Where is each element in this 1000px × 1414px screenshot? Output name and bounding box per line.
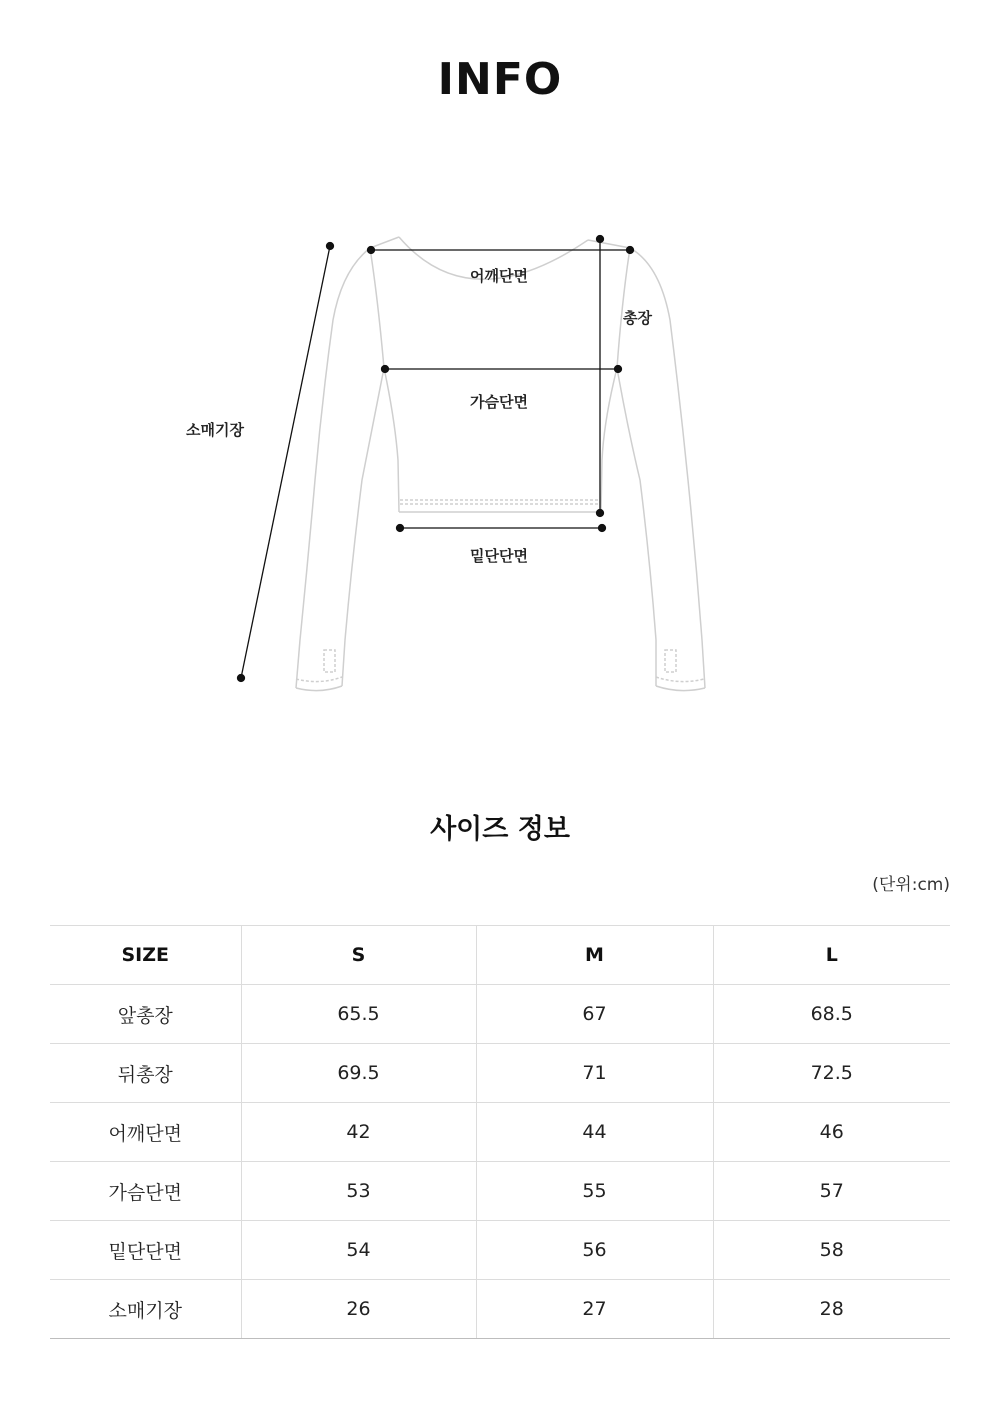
table-cell: 27 <box>476 1280 713 1339</box>
table-cell: 67 <box>476 985 713 1044</box>
table-cell: 69.5 <box>241 1044 476 1103</box>
table-row <box>50 1044 950 1103</box>
row-label: 뒤총장 <box>50 1044 241 1103</box>
table-cell: 55 <box>476 1162 713 1221</box>
table-row <box>50 985 950 1044</box>
header-cell-l: L <box>713 926 950 985</box>
table-cell: 46 <box>713 1103 950 1162</box>
table-cell: 42 <box>241 1103 476 1162</box>
row-label: 어깨단면 <box>50 1103 241 1162</box>
sleeve-bottom-dot <box>238 675 245 682</box>
length-bottom-dot <box>597 510 604 517</box>
row-label: 앞총장 <box>50 985 241 1044</box>
chest-label: 가슴단면 <box>470 393 528 411</box>
table-cell: 54 <box>241 1221 476 1280</box>
hem-right-dot <box>599 525 606 532</box>
table-cell: 71 <box>476 1044 713 1103</box>
shoulder-label: 어깨단면 <box>470 267 528 285</box>
table-cell: 68.5 <box>713 985 950 1044</box>
table-cell: 72.5 <box>713 1044 950 1103</box>
row-label: 밑단단면 <box>50 1221 241 1280</box>
table-cell: 44 <box>476 1103 713 1162</box>
table-row <box>50 1280 950 1339</box>
table-row <box>50 1103 950 1162</box>
row-label: 가슴단면 <box>50 1162 241 1221</box>
table-cell: 28 <box>713 1280 950 1339</box>
table-cell: 26 <box>241 1280 476 1339</box>
hem-label: 밑단단면 <box>470 547 528 565</box>
table-cell: 58 <box>713 1221 950 1280</box>
size-table <box>50 925 950 1339</box>
sleeve-top-dot <box>327 243 334 250</box>
table-cell: 57 <box>713 1162 950 1221</box>
row-label: 소매기장 <box>50 1280 241 1339</box>
size-info-title: 사이즈 정보 <box>430 814 570 845</box>
measurement-lines <box>238 236 634 682</box>
shoulder-right-dot <box>627 247 634 254</box>
table-cell: 53 <box>241 1162 476 1221</box>
length-top-dot <box>597 236 604 243</box>
sleeve-label: 소매기장 <box>186 421 244 439</box>
table-row <box>50 1221 950 1280</box>
total-length-label: 총장 <box>623 309 652 327</box>
hem-left-dot <box>397 525 404 532</box>
shoulder-left-dot <box>368 247 375 254</box>
unit-note: (단위:cm) <box>872 875 950 895</box>
chest-right-dot <box>615 366 622 373</box>
page-title: INFO <box>437 54 563 105</box>
table-row <box>50 1162 950 1221</box>
header-cell-m: M <box>476 926 713 985</box>
header-cell-s: S <box>241 926 476 985</box>
garment-outline <box>296 237 705 691</box>
header-cell-size: SIZE <box>50 926 241 985</box>
chest-left-dot <box>382 366 389 373</box>
table-cell: 56 <box>476 1221 713 1280</box>
table-cell: 65.5 <box>241 985 476 1044</box>
size-table-header-row <box>50 926 950 985</box>
